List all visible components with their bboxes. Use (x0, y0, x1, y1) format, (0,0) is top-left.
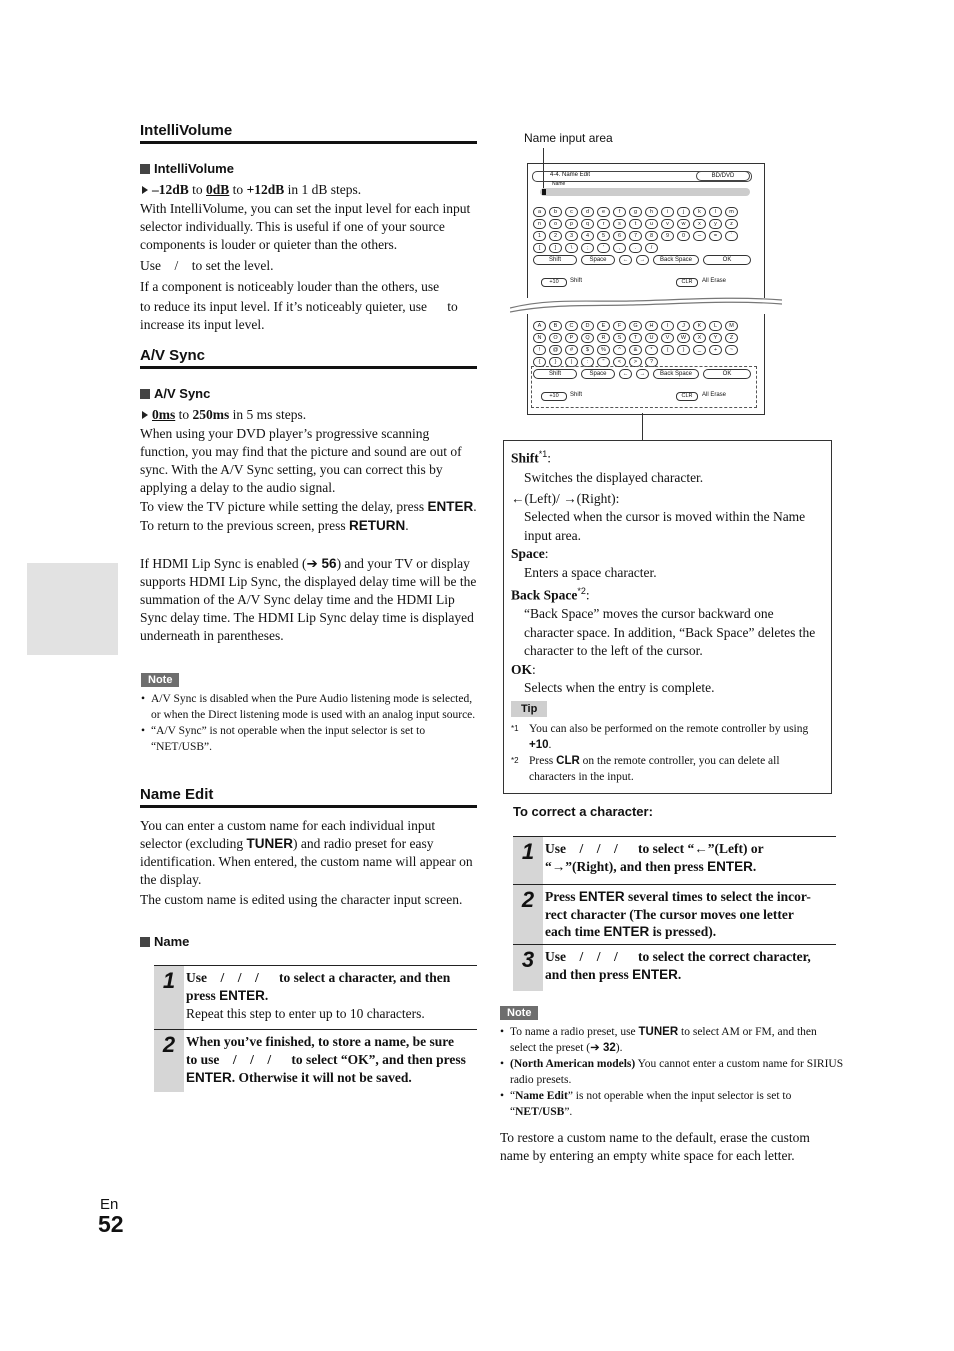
key[interactable]: r (597, 219, 610, 229)
key[interactable]: B (549, 321, 562, 331)
left-arrow-button[interactable]: ← (619, 255, 632, 265)
key[interactable]: c (565, 207, 578, 217)
key[interactable]: E (597, 321, 610, 331)
correct-heading: To correct a character: (513, 804, 653, 819)
key-row-lower-4 (533, 243, 658, 253)
all-erase-label: All Erase (702, 278, 727, 284)
intellivolume-body: –12dB to 0dB to +12dB in 1 dB steps. With IntelliVolume, you can set the input level for each input selector individually. This is useful if one of your source components is louder or quieter than the others. Use / to set the level. If a component is noticeably louder than the others, use to reduce its input level. If it’s noticeably quieter, use to increase its input level. (140, 181, 480, 334)
key[interactable]: 7 (629, 231, 642, 241)
key[interactable]: 4 (581, 231, 594, 241)
right-arrow-button[interactable]: → (636, 369, 649, 379)
key[interactable]: T (629, 333, 642, 343)
key[interactable]: V (661, 333, 674, 343)
key[interactable]: g (629, 207, 642, 217)
subheading-name: Name (140, 934, 189, 949)
button-descriptions-box: Shift$^{*1}$: Switches the displayed character. ←(Left)/ →(Right): Selected when the cursor is moved within the Name input area. Space: Enters a space character. Back Space$^{*2}$: “Back Space” moves the cursor backward one character space. In addition, “Back Space” deletes the character to the left of the cursor. OK: Selects when the entry is complete. Tip *1 You can also be performed on the remote controller by using +10. *2 Press CLR on the remote controller, you can delete all characters in the input. (503, 440, 832, 794)
key[interactable]: 1 (533, 231, 546, 241)
screen-source: BD/DVD (696, 171, 750, 181)
key[interactable]: % (597, 345, 610, 355)
key[interactable]: $ (581, 345, 594, 355)
key[interactable]: k (693, 207, 706, 217)
key[interactable]: L (709, 321, 722, 331)
key[interactable]: ~ (725, 345, 738, 355)
key[interactable]: j (677, 207, 690, 217)
note-item: • “A/V Sync” is not operable when the input selector is set to “NET/USB”. (151, 723, 481, 755)
key[interactable]: K (693, 321, 706, 331)
key[interactable]: J (677, 321, 690, 331)
key[interactable]: o (549, 219, 562, 229)
section-heading-name-edit: Name Edit (140, 786, 477, 808)
key[interactable]: F (613, 321, 626, 331)
key[interactable]: Y (709, 333, 722, 343)
key[interactable]: { (533, 357, 546, 367)
key[interactable]: 9 (661, 231, 674, 241)
key[interactable]: [ (533, 243, 546, 253)
key[interactable]: 0 (677, 231, 690, 241)
key[interactable]: } (549, 357, 562, 367)
key[interactable]: # (565, 345, 578, 355)
key[interactable]: P (565, 333, 578, 343)
note-item: • “Name Edit” is not operable when the input selector is set to “NET/USB”. (510, 1088, 845, 1120)
language-code: En (100, 1196, 119, 1213)
key[interactable]: p (565, 219, 578, 229)
key[interactable]: e (597, 207, 610, 217)
key[interactable]: / (645, 243, 658, 253)
key[interactable]: ` (725, 231, 738, 241)
key[interactable]: m (725, 207, 738, 217)
key[interactable]: ? (645, 357, 658, 367)
tips: *1 You can also be performed on the remote controller by using +10. *2 Press CLR on the remote controller, you can delete all characters in the input. (511, 723, 809, 783)
page-number: 52 (98, 1211, 124, 1237)
function-row-lower (533, 369, 751, 379)
key[interactable]: ^ (613, 345, 626, 355)
tip-badge: Tip (511, 700, 547, 717)
back-space-button[interactable]: Back Space (653, 369, 699, 379)
key[interactable]: O (549, 333, 562, 343)
shift-button[interactable]: Shift (533, 255, 577, 265)
name-edit-screen (527, 163, 765, 415)
key-row-upper-2 (533, 333, 738, 343)
text-cursor (542, 189, 546, 195)
key[interactable]: 3 (565, 231, 578, 241)
key[interactable]: a (533, 207, 546, 217)
key[interactable]: @ (549, 345, 562, 355)
key[interactable]: t (629, 219, 642, 229)
correct-step-3: 3 Use / / / to select the correct character, and then press ENTER. (513, 944, 836, 991)
right-arrow-button[interactable]: → (636, 255, 649, 265)
key[interactable]: D (581, 321, 594, 331)
key[interactable]: , (613, 243, 626, 253)
key[interactable]: ( (661, 345, 674, 355)
key[interactable]: N (533, 333, 546, 343)
section-heading-intellivolume: IntelliVolume (140, 122, 477, 144)
plus10-key: +10 (541, 278, 567, 287)
break-divider (510, 292, 782, 322)
side-tab (27, 563, 118, 655)
name-input-area[interactable] (540, 188, 750, 196)
name-step-1: 1 Use / / / to select a character, and then press ENTER. Repeat this step to enter up to 10 characters. (154, 965, 477, 1029)
avsync-body: 0ms to 250ms in 5 ms steps. When using your DVD player’s progressive scanning function, you may find that the picture and sound are out of sync. With the A/V Sync setting, you can correct this by applying a delay to the audio signal. To view the TV picture while setting the delay, press ENTER. To return to the previous screen, press RETURN. If HDMI Lip Sync is enabled (➔ 56) and your TV or display supports HDMI Lip Sync, the displayed delay time will be the summation of the A/V Sync delay time and the HDMI Lip Sync delay time. The HDMI Lip Sync delay time is displayed underneath in parentheses. (140, 406, 480, 645)
subheading-intellivolume: IntelliVolume (140, 161, 234, 176)
ok-button[interactable]: OK (703, 369, 751, 379)
key[interactable]: : (581, 357, 594, 367)
intellivolume-range: –12dB to 0dB to +12dB in 1 dB steps. (140, 181, 480, 199)
key[interactable]: * (645, 345, 658, 355)
key[interactable]: v (661, 219, 674, 229)
key[interactable]: y (709, 219, 722, 229)
key-row-lower-2 (533, 219, 738, 229)
note-badge-name-edit: Note (500, 1004, 538, 1020)
plus10-key: +10 (541, 392, 567, 401)
key[interactable]: Q (581, 333, 594, 343)
key[interactable]: ; (581, 243, 594, 253)
key[interactable]: 2 (549, 231, 562, 241)
key[interactable]: > (629, 357, 642, 367)
section-heading-avsync: A/V Sync (140, 347, 477, 369)
key-row-lower-3 (533, 231, 738, 241)
key[interactable]: _ (693, 345, 706, 355)
key[interactable]: 6 (613, 231, 626, 241)
key[interactable]: " (597, 357, 610, 367)
function-row-upper (533, 255, 751, 265)
avsync-range: 0ms to 250ms in 5 ms steps. (140, 406, 480, 424)
note-badge-avsync: Note (141, 671, 179, 687)
key-row-upper-3 (533, 345, 738, 355)
key[interactable]: \ (565, 243, 578, 253)
name-step-2: 2 When you’ve finished, to store a name, be sure to use / / / to select “OK”, and then press ENTER. Otherwise it will not be saved. (154, 1029, 477, 1092)
restore-paragraph: To restore a custom name to the default, erase the custom name by entering an empty white space for each letter. (500, 1130, 810, 1163)
key[interactable]: H (645, 321, 658, 331)
key[interactable]: ] (549, 243, 562, 253)
key[interactable]: R (597, 333, 610, 343)
all-erase-label: All Erase (702, 392, 727, 398)
key-row-upper-1 (533, 321, 738, 331)
key[interactable]: l (709, 207, 722, 217)
key[interactable]: – (693, 231, 706, 241)
key[interactable]: h (645, 207, 658, 217)
key[interactable]: i (661, 207, 674, 217)
key[interactable]: W (677, 333, 690, 343)
key[interactable]: X (693, 333, 706, 343)
key[interactable]: q (581, 219, 594, 229)
note-item: • To name a radio preset, use TUNER to select AM or FM, and then select the preset (➔ 32). (510, 1024, 845, 1056)
key-row-lower-1 (533, 207, 738, 217)
correct-step-2: 2 Press ENTER several times to select the incor- rect character (The cursor moves one letter each time ENTER is pressed). (513, 884, 836, 944)
key[interactable]: . (629, 243, 642, 253)
key[interactable]: ! (533, 345, 546, 355)
left-arrow-button[interactable]: ← (619, 369, 632, 379)
key[interactable]: d (581, 207, 594, 217)
key[interactable]: U (645, 333, 658, 343)
plus10-shift-label: Shift (570, 392, 583, 398)
key[interactable]: Z (725, 333, 738, 343)
key[interactable]: ) (677, 345, 690, 355)
note-item: • (North American models) You cannot enter a custom name for SIRIUS radio presets. (510, 1056, 845, 1088)
key[interactable]: n (533, 219, 546, 229)
key[interactable]: 8 (645, 231, 658, 241)
clr-key: CLR (676, 278, 698, 287)
key[interactable]: u (645, 219, 658, 229)
note-item: • A/V Sync is disabled when the Pure Audio listening mode is selected, or when the Direct listening mode is used with an analog input source. (151, 691, 481, 723)
name-input-area-caption: Name input area (524, 131, 613, 145)
key[interactable]: ' (597, 243, 610, 253)
key[interactable]: I (661, 321, 674, 331)
plus10-shift-label: Shift (570, 278, 583, 284)
key[interactable]: = (709, 231, 722, 241)
key[interactable]: S (613, 333, 626, 343)
name-edit-notes (500, 1024, 845, 1120)
avsync-notes (141, 691, 481, 755)
key[interactable]: | (565, 357, 578, 367)
key[interactable]: b (549, 207, 562, 217)
back-space-button[interactable]: Back Space (653, 255, 699, 265)
key[interactable]: M (725, 321, 738, 331)
clr-key: CLR (676, 392, 698, 401)
space-button[interactable]: Space (581, 255, 615, 265)
key[interactable]: x (693, 219, 706, 229)
key[interactable]: s (613, 219, 626, 229)
key[interactable]: + (709, 345, 722, 355)
key[interactable]: C (565, 321, 578, 331)
key[interactable]: < (613, 357, 626, 367)
key[interactable]: A (533, 321, 546, 331)
key[interactable]: w (677, 219, 690, 229)
shift-button[interactable]: Shift (533, 369, 577, 379)
key[interactable]: 5 (597, 231, 610, 241)
key[interactable]: & (629, 345, 642, 355)
subheading-avsync: A/V Sync (140, 386, 210, 401)
space-button[interactable]: Space (581, 369, 615, 379)
screen-title: 4-4. Name Edit (550, 172, 591, 178)
ok-button[interactable]: OK (703, 255, 751, 265)
key[interactable]: z (725, 219, 738, 229)
name-edit-body: You can enter a custom name for each individual input selector (excluding TUNER) and radio preset for easy identification. When entered, the custom name will appear on the display. The custom name is edited using the character input screen. (140, 818, 473, 907)
correct-step-1: 1 Use / / / to select “←”(Left) or “→”(Right), and then press ENTER. (513, 836, 836, 884)
key[interactable]: G (629, 321, 642, 331)
name-label: Name (552, 181, 566, 187)
key[interactable]: f (613, 207, 626, 217)
callout-leader-line (642, 413, 643, 440)
